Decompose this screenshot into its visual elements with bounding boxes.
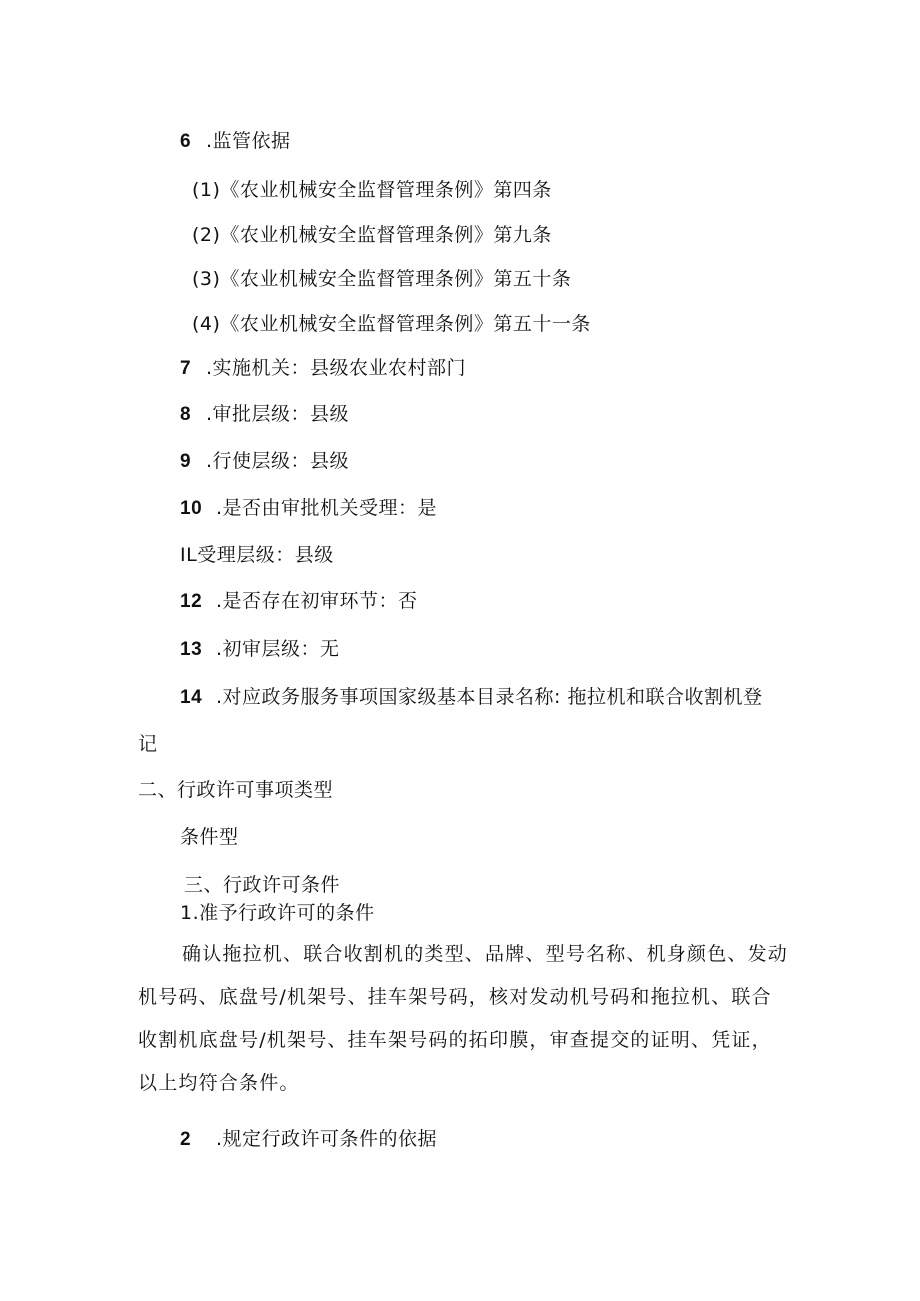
section-text: .是否存在初审环节：否 <box>216 590 418 612</box>
section-number: 12 <box>180 591 203 612</box>
section-number: 7 <box>180 358 192 379</box>
section-12 <box>180 589 418 614</box>
section-text: .监管依据 <box>206 130 291 152</box>
section-14 <box>180 685 762 710</box>
section-number: 14 <box>180 687 203 708</box>
section-text: .对应政务服务事项国家级基本目录名称: 拖拉机和联合收割机登 <box>216 686 763 708</box>
section-3-subheading-1: 1.准予行政许可的条件 <box>180 902 375 924</box>
section-number: 6 <box>180 131 192 152</box>
section-text: .行使层级：县级 <box>206 450 350 472</box>
section-3-heading: 三、行政许可条件 <box>184 874 341 896</box>
section-text: .实施机关：县级农业农村部门 <box>206 357 467 379</box>
paragraph-text: 确认拖拉机、联合收割机的类型、品牌、型号名称、机身颜色、发动机号码、底盘号/机架号、挂车架号码，核对发动机号码和拖拉机、联合收割机底盘号/机架号、挂车架号码的拓印膜，审查提交的证明、凭证，以上均符合条件。 <box>138 943 789 1094</box>
section-2-body: 条件型 <box>180 826 239 848</box>
section-text: .是否由审批机关受理：是 <box>216 497 438 519</box>
section-number: 9 <box>180 451 192 472</box>
section-7 <box>180 356 466 381</box>
section-3-subheading-2 <box>180 1127 437 1152</box>
section-11: IL受理层级：县级 <box>180 544 334 566</box>
section-text: .审批层级：县级 <box>206 403 350 425</box>
section-number: 13 <box>180 639 203 660</box>
section-13 <box>180 637 340 662</box>
section-9 <box>180 449 349 474</box>
section-number: 10 <box>180 498 203 519</box>
section-text: .规定行政许可条件的依据 <box>216 1128 438 1150</box>
basis-item-1: (1)《农业机械安全监督管理条例》第四条 <box>192 179 552 201</box>
section-text: .初审层级：无 <box>216 638 340 660</box>
basis-item-2: (2)《农业机械安全监督管理条例》第九条 <box>192 224 552 246</box>
section-14-continuation: 记 <box>138 733 158 755</box>
section-number: 2 <box>180 1129 192 1150</box>
section-6-heading <box>180 129 291 154</box>
section-2-heading: 二、行政许可事项类型 <box>138 779 334 801</box>
section-number: 8 <box>180 404 192 425</box>
section-10 <box>180 496 437 521</box>
basis-item-3: (3)《农业机械安全监督管理条例》第五十条 <box>192 268 572 290</box>
basis-item-4: (4)《农业机械安全监督管理条例》第五十一条 <box>192 313 591 335</box>
section-8 <box>180 402 349 427</box>
conditions-paragraph <box>138 933 788 1105</box>
